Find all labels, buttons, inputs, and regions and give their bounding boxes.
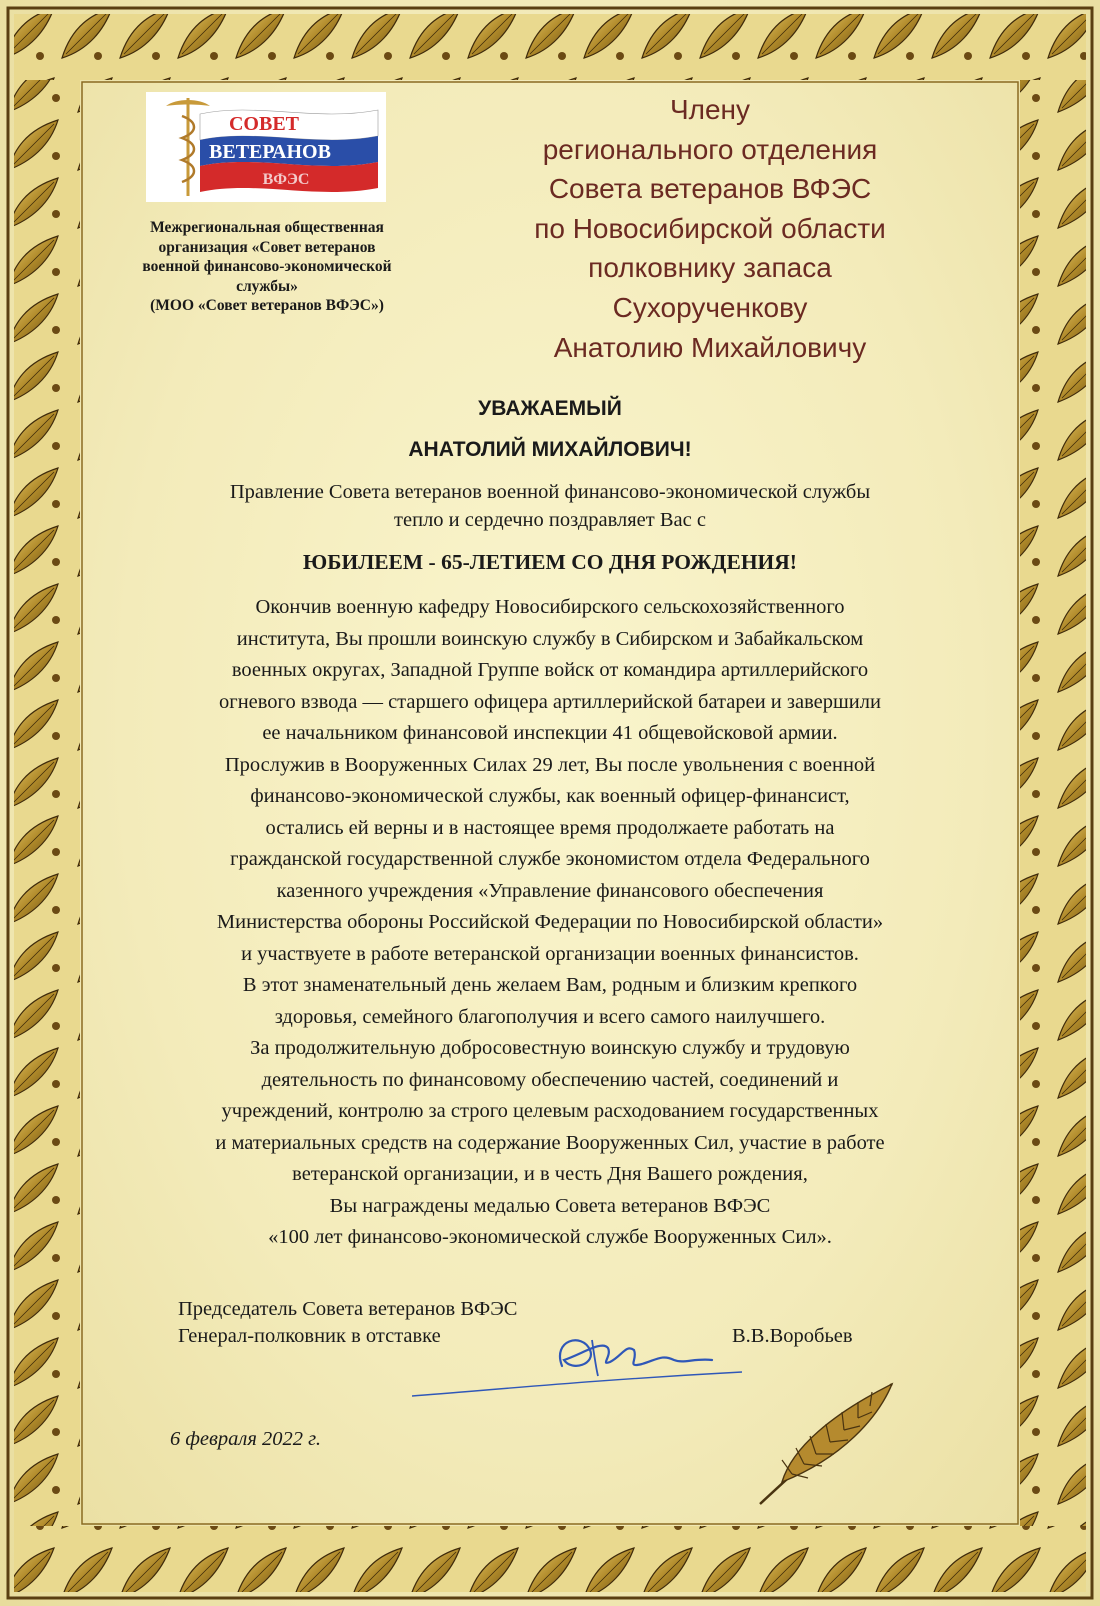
body-line: Окончив военную кафедру Новосибирского сельскохозяйственного — [255, 596, 845, 618]
body-line: огневого взвода — старшего офицера артиллерийской батареи и завершили — [219, 690, 881, 713]
body-line: деятельность по финансовому обеспечению частей, соединений и — [261, 1068, 839, 1091]
body-line: финансово-экономической службы, как военный офицер-финансист, — [250, 785, 850, 807]
recipient-line: полковнику запаса — [588, 252, 832, 284]
signatory-title-line2: Генерал-полковник в отставке — [178, 1325, 441, 1347]
logo-text-line2: ВЕТЕРАНОВ — [209, 141, 331, 163]
body-line: Прослужив в Вооруженных Силах 29 лет, Вы после увольнения с военной — [224, 753, 876, 776]
body-line: военных округах, Западной Группе войск от командира артиллерийского — [231, 659, 869, 681]
body-line: остались ей верны и в настоящее время продолжаете работать на — [265, 816, 835, 839]
document-date: 6 февраля 2022 г. — [170, 1428, 321, 1450]
recipient-line: Члену — [669, 94, 751, 125]
body-line: гражданской государственной службе экономистом отдела Федерального — [230, 848, 870, 870]
jubilee-heading: ЮБИЛЕЕМ - 65-ЛЕТИЕМ СО ДНЯ РОЖДЕНИЯ! — [303, 550, 797, 574]
body-line: Министерства обороны Российской Федерации по Новосибирской области» — [216, 911, 884, 933]
body-line: учреждений, контролю за строго целевым расходованием государственных — [221, 1100, 879, 1122]
quill-pen-icon — [752, 1378, 902, 1508]
body-line: института, Вы прошли воинскую службу в Сибирском и Забайкальском — [236, 627, 864, 650]
veterans-council-logo — [146, 92, 386, 202]
recipient-line: регионального отделения — [542, 133, 878, 165]
body-line: здоровья, семейного благополучия и всего самого наилучшего. — [274, 1005, 826, 1028]
signatory-title-line1: Председатель Совета ветеранов ВФЭС — [178, 1298, 518, 1320]
salutation — [92, 388, 1008, 470]
logo-text-line3: ВФЭС — [262, 171, 310, 188]
greeting-body — [92, 592, 1008, 1254]
intro-line: Правление Совета ветеранов военной финансово-экономической службы — [229, 481, 871, 503]
intro-line: тепло и сердечно поздравляет Вас с — [394, 509, 706, 531]
content-area — [92, 88, 1008, 1516]
handwritten-signature — [412, 1310, 752, 1400]
logo-text-line1: СОВЕТ — [228, 113, 300, 135]
body-line: За продолжительную добросовестную воинскую службу и трудовую — [250, 1037, 850, 1059]
body-line: В этот знаменательный день желаем Вам, родным и близким крепкого — [242, 974, 858, 996]
body-line: и участвуете в работе ветеранской организации военных финансистов. — [241, 942, 859, 965]
body-line: ветеранской организации, и в честь Дня Вашего рождения, — [292, 1163, 808, 1185]
body-line: казенного учреждения «Управление финансового обеспечения — [276, 879, 824, 902]
body-line: и материальных средств на содержание Вооруженных Сил, участие в работе — [215, 1131, 885, 1154]
body-line: Вы награждены медалью Совета ветеранов ВФЭС — [329, 1194, 771, 1217]
recipient-line: Сухорученкову — [612, 291, 808, 323]
body-line: «100 лет финансово-экономической службе Вооруженных Сил». — [268, 1226, 832, 1248]
recipient-line: по Новосибирской области — [534, 212, 886, 244]
salutation-line1: УВАЖАЕМЫЙ — [478, 397, 622, 420]
signatory-name: В.В.Воробьев — [732, 1325, 853, 1347]
greeting-intro — [92, 478, 1008, 534]
recipient-line: Анатолию Михайловичу — [553, 331, 867, 363]
recipient-address — [490, 90, 930, 367]
body-line: ее начальником финансовой инспекции 41 общевойсковой армии. — [262, 722, 838, 744]
salutation-line2: АНАТОЛИЙ МИХАЙЛОВИЧ! — [408, 438, 692, 461]
organization-name: Межрегиональная общественная организация «Совет ветеранов военной финансово-экономической службы» (МОО «Совет ветеранов ВФЭС») — [142, 219, 392, 314]
recipient-line: Совета ветеранов ВФЭС — [548, 173, 872, 205]
